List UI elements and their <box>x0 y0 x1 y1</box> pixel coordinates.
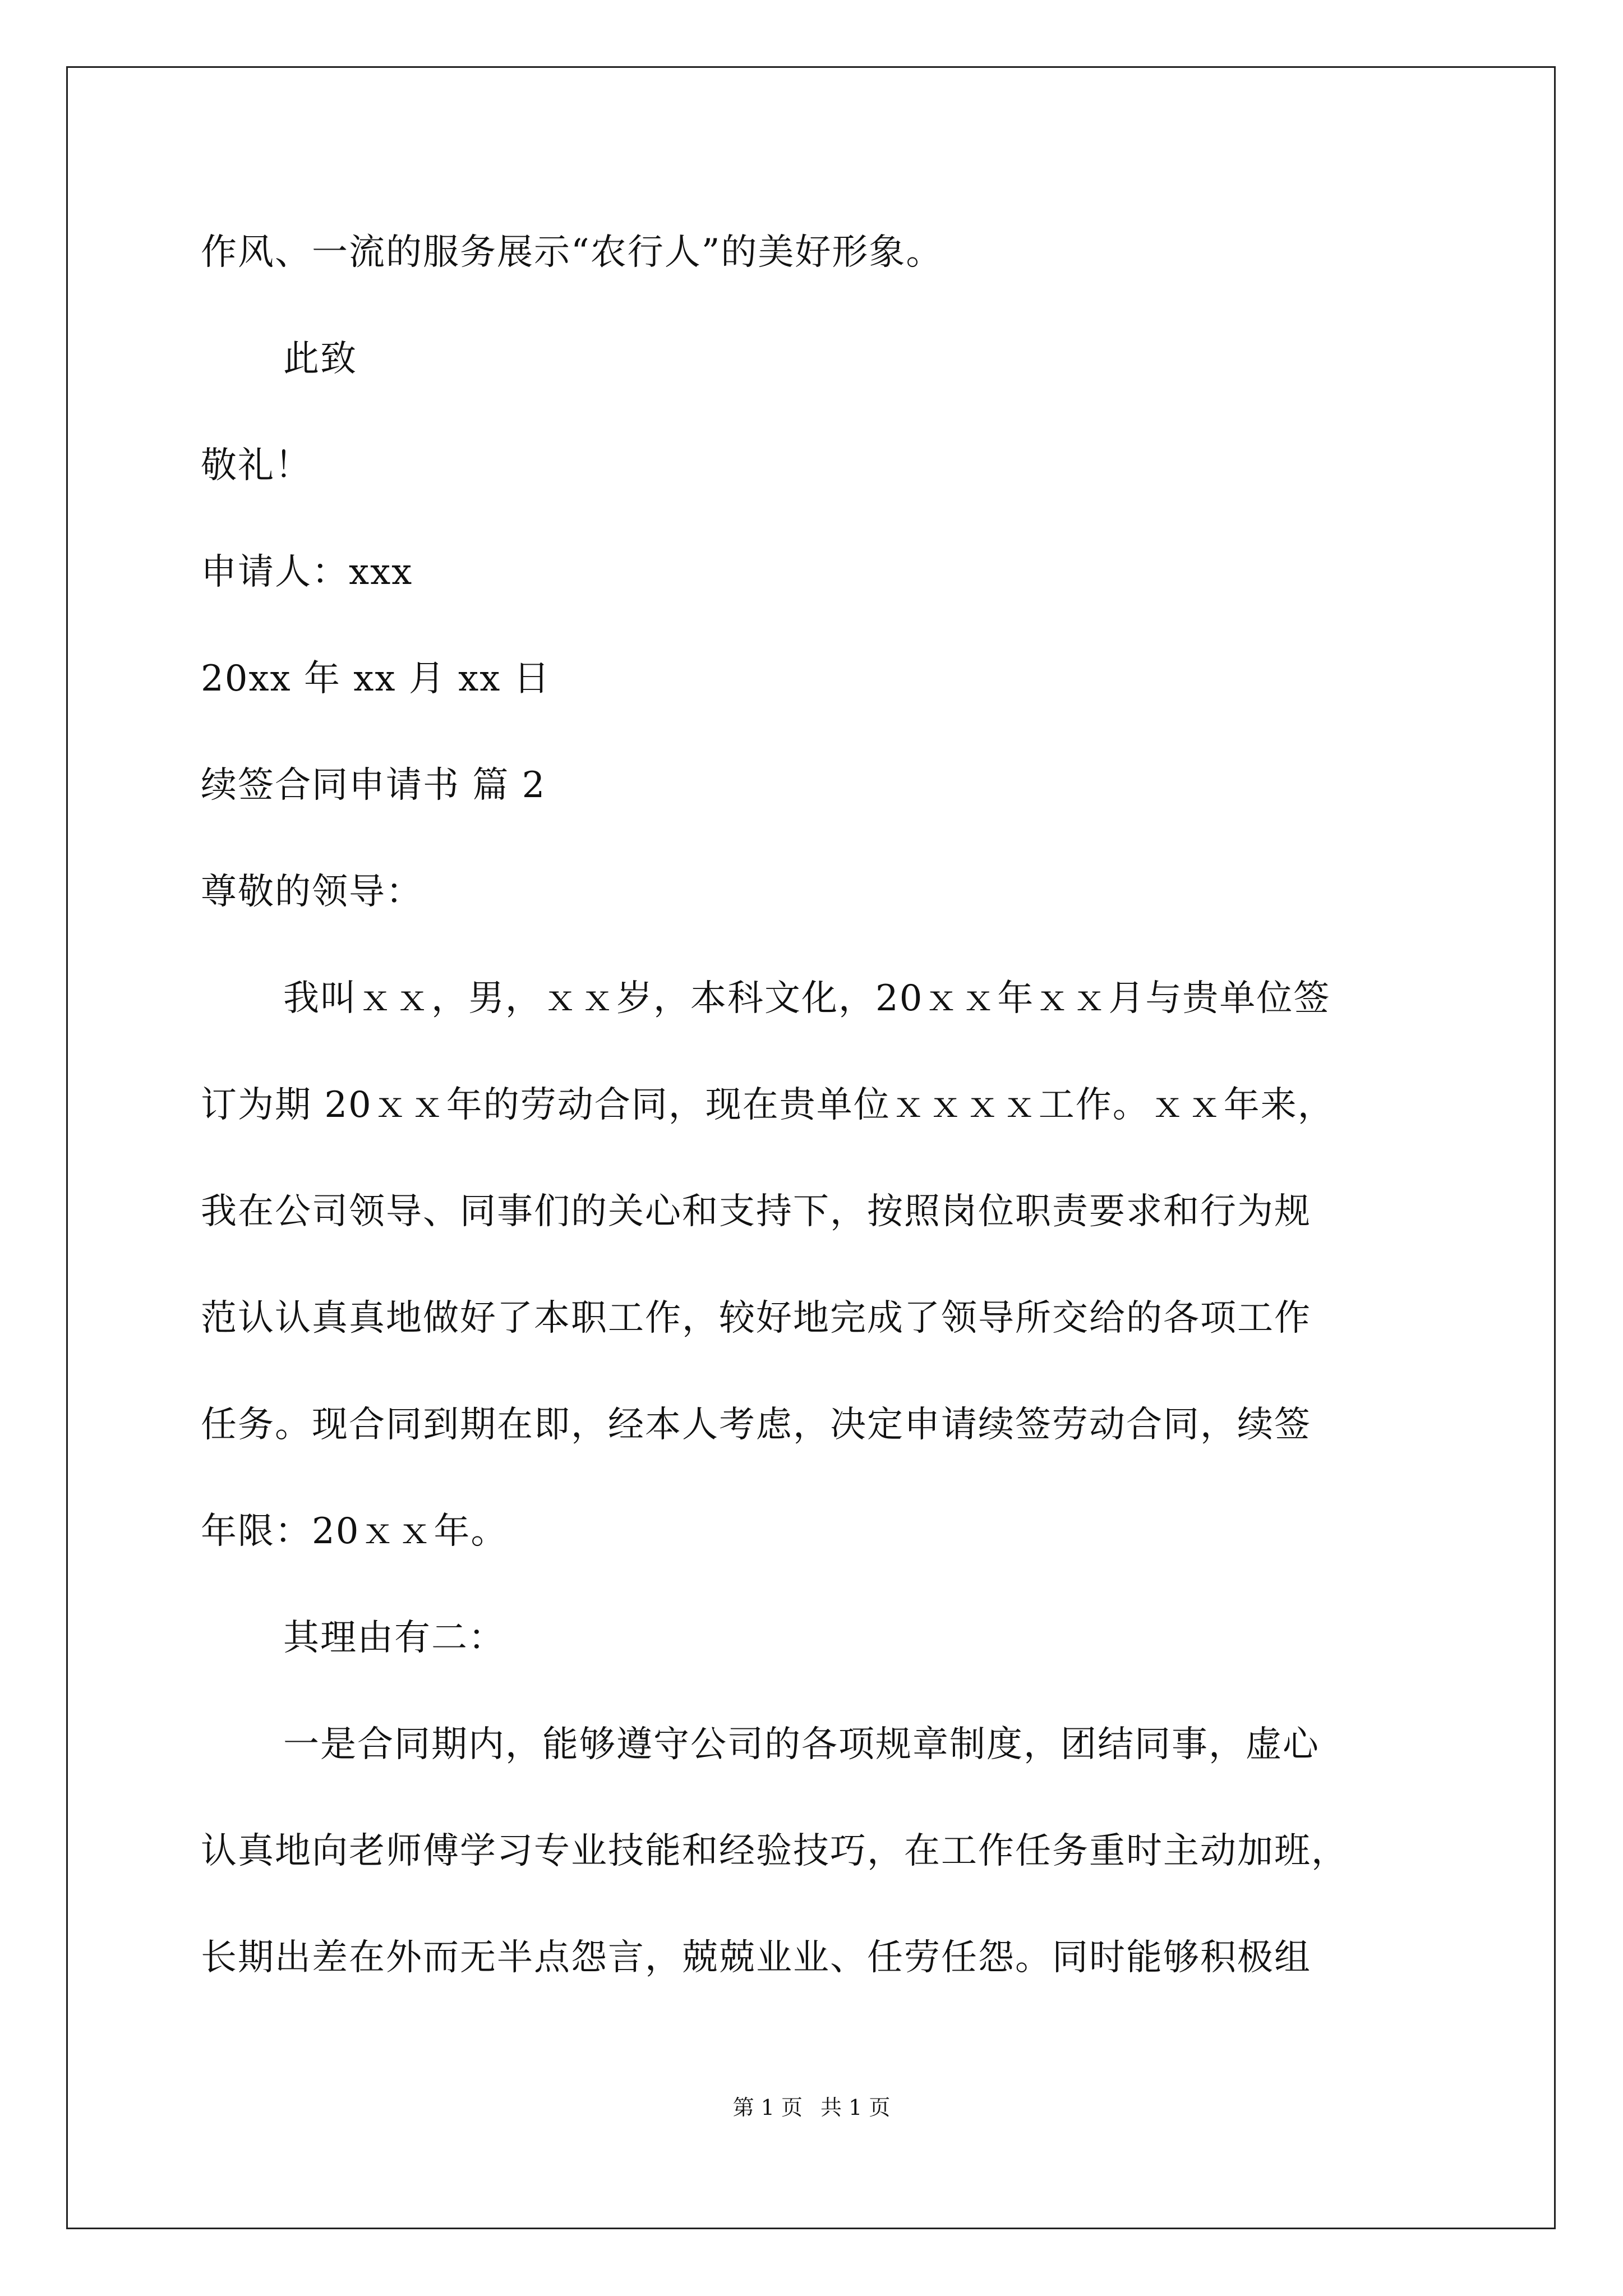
body-line: 范认认真真地做好了本职工作，较好地完成了领导所交给的各项工作 <box>201 1297 1311 1339</box>
page-number: 第 1 页 <box>732 2095 803 2120</box>
body-line: 我叫ｘｘ，男，ｘｘ岁，本科文化，20ｘｘ年ｘｘ月与贵单位签 <box>283 978 1331 1019</box>
body-line: 任务。现合同到期在即，经本人考虑，决定申请续签劳动合同，续签 <box>201 1404 1311 1446</box>
body-line: 作风、一流的服务展示“农行人”的美好形象。 <box>201 232 943 273</box>
body-line: 一是合同期内，能够遵守公司的各项规章制度，团结同事，虚心 <box>283 1724 1320 1765</box>
salutation-closing: 此致 <box>283 338 357 380</box>
body-line: 订为期 20ｘｘ年的劳动合同，现在贵单位ｘｘｘｘ工作。ｘｘ年来， <box>201 1084 1335 1126</box>
body-line: 我在公司领导、同事们的关心和支持下，按照岗位职责要求和行为规 <box>201 1191 1311 1232</box>
section-heading: 续签合同申请书 篇 2 <box>201 765 546 806</box>
body-line: 年限：20ｘｘ年。 <box>201 1511 508 1552</box>
body-line: 长期出差在外而无半点怨言，兢兢业业、任劳任怨。同时能够积极组 <box>201 1937 1311 1978</box>
regards: 敬礼！ <box>201 445 312 486</box>
date: 20xx 年 xx 月 xx 日 <box>201 658 551 700</box>
page-footer <box>0 2093 1623 2122</box>
body-line: 其理由有二： <box>283 1617 505 1659</box>
body-line: 认真地向老师傅学习专业技能和经验技巧，在工作任务重时主动加班， <box>201 1830 1348 1872</box>
page-total: 共 1 页 <box>820 2095 891 2120</box>
greeting: 尊敬的领导： <box>201 871 423 913</box>
page-border <box>66 66 1556 2229</box>
applicant: 申请人：xxx <box>201 551 413 593</box>
